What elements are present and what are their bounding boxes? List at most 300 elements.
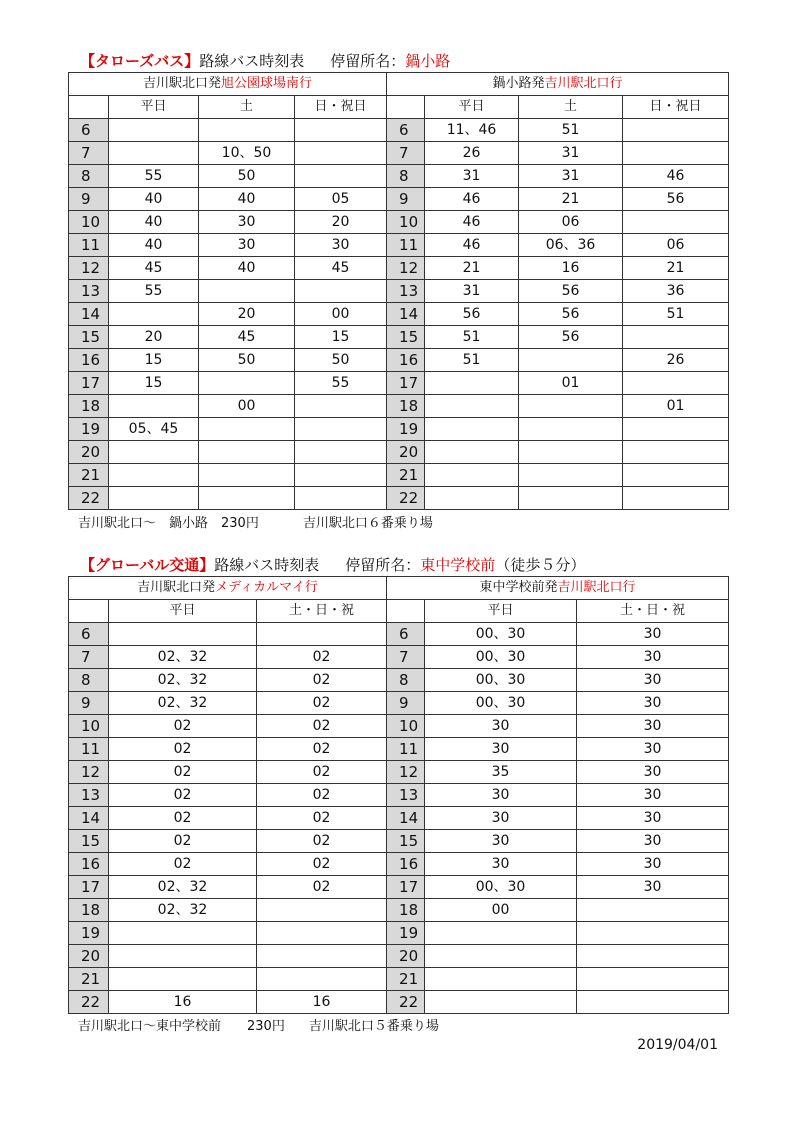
departure-cell: 02 [109, 738, 257, 761]
departure-cell: 31 [519, 165, 623, 188]
departure-cell [295, 464, 387, 487]
hour-cell: 7 [387, 646, 425, 669]
hour-cell: 14 [69, 303, 109, 326]
hour-cell: 13 [387, 784, 425, 807]
departure-cell: 02 [257, 784, 387, 807]
departure-cell: 45 [109, 257, 199, 280]
departure-cell: 05、45 [109, 418, 199, 441]
departure-cell [109, 922, 257, 945]
departure-cell: 30 [577, 807, 729, 830]
departure-cell: 01 [623, 395, 729, 418]
departure-cell: 05 [295, 188, 387, 211]
hour-cell: 15 [69, 326, 109, 349]
stop-walk-note: （徒歩５分） [495, 556, 586, 574]
operator-name: 【グローバル交通】 [80, 556, 215, 574]
hour-header-empty [387, 600, 425, 623]
departure-cell: 02 [257, 738, 387, 761]
hour-cell: 22 [387, 991, 425, 1014]
inbound-header [387, 73, 729, 96]
hour-cell: 19 [69, 922, 109, 945]
departure-cell: 16 [109, 991, 257, 1014]
outbound-header [69, 73, 387, 96]
outbound-origin: 吉川駅北口発 [137, 580, 216, 595]
departure-cell [257, 899, 387, 922]
timetable-row [69, 807, 729, 830]
departure-cell [295, 165, 387, 188]
departure-cell: 30 [577, 761, 729, 784]
hour-cell: 11 [387, 738, 425, 761]
departure-cell: 45 [295, 257, 387, 280]
departure-cell: 50 [199, 349, 295, 372]
departure-cell [109, 464, 199, 487]
hour-cell: 12 [387, 257, 425, 280]
departure-cell [199, 280, 295, 303]
departure-cell: 30 [577, 830, 729, 853]
departure-cell: 40 [109, 188, 199, 211]
departure-cell: 02 [109, 715, 257, 738]
departure-cell: 02 [257, 761, 387, 784]
hour-cell: 9 [69, 692, 109, 715]
day-header: 日・祝日 [295, 96, 387, 119]
departure-cell [623, 372, 729, 395]
operator-name: 【タローズバス】 [80, 52, 200, 70]
departure-cell: 15 [295, 326, 387, 349]
departure-cell: 30 [577, 646, 729, 669]
hour-cell: 15 [387, 326, 425, 349]
stop-name: 鍋小路 [405, 52, 451, 70]
hour-cell: 21 [69, 464, 109, 487]
departure-cell [425, 418, 519, 441]
stop-name: 東中学校前 [420, 556, 496, 574]
departure-cell [425, 395, 519, 418]
section-1-title [80, 50, 450, 71]
outbound-destination: メディカルマイ行 [215, 580, 318, 595]
departure-cell: 21 [425, 257, 519, 280]
departure-cell: 20 [109, 326, 199, 349]
departure-cell: 55 [109, 280, 199, 303]
departure-cell [257, 945, 387, 968]
timetable-row [69, 899, 729, 922]
departure-cell: 21 [623, 257, 729, 280]
departure-cell: 02 [109, 807, 257, 830]
departure-cell: 40 [109, 211, 199, 234]
hour-cell: 16 [69, 349, 109, 372]
timetable-2 [68, 576, 729, 1014]
outbound-destination: 旭公園球場南行 [221, 76, 313, 91]
departure-cell: 21 [519, 188, 623, 211]
hour-cell: 16 [387, 349, 425, 372]
departure-cell [425, 464, 519, 487]
departure-cell [519, 487, 623, 510]
hour-cell: 17 [387, 372, 425, 395]
hour-cell: 20 [69, 945, 109, 968]
departure-cell: 02 [257, 830, 387, 853]
departure-cell: 02、32 [109, 876, 257, 899]
departure-cell: 40 [199, 188, 295, 211]
departure-cell: 40 [199, 257, 295, 280]
hour-cell: 11 [69, 738, 109, 761]
departure-cell: 02 [109, 830, 257, 853]
departure-cell: 50 [295, 349, 387, 372]
departure-cell [257, 922, 387, 945]
departure-cell: 56 [425, 303, 519, 326]
departure-cell: 30 [425, 830, 577, 853]
departure-cell [623, 487, 729, 510]
timetable-row [69, 738, 729, 761]
hour-cell: 21 [387, 968, 425, 991]
hour-cell: 13 [387, 280, 425, 303]
departure-cell [109, 623, 257, 646]
hour-cell: 14 [387, 807, 425, 830]
departure-cell [199, 464, 295, 487]
departure-cell [623, 211, 729, 234]
departure-cell: 30 [425, 784, 577, 807]
departure-cell: 56 [519, 280, 623, 303]
departure-cell: 40 [109, 234, 199, 257]
hour-cell: 13 [69, 280, 109, 303]
departure-cell: 26 [425, 142, 519, 165]
departure-cell: 02、32 [109, 646, 257, 669]
hour-cell: 6 [387, 119, 425, 142]
departure-cell: 30 [577, 784, 729, 807]
hour-cell: 20 [69, 441, 109, 464]
hour-cell: 22 [69, 487, 109, 510]
departure-cell: 30 [199, 234, 295, 257]
hour-cell: 17 [69, 876, 109, 899]
timetable-row [69, 876, 729, 899]
timetable-row [69, 303, 729, 326]
hour-cell: 8 [69, 165, 109, 188]
departure-cell: 46 [425, 211, 519, 234]
departure-cell [295, 280, 387, 303]
departure-cell [577, 922, 729, 945]
departure-cell: 02 [109, 853, 257, 876]
hour-cell: 10 [69, 715, 109, 738]
outbound-header [69, 577, 387, 600]
departure-cell: 46 [425, 188, 519, 211]
timetable-row [69, 119, 729, 142]
hour-cell: 7 [69, 646, 109, 669]
timetable-row [69, 646, 729, 669]
hour-cell: 21 [387, 464, 425, 487]
section-2-title [80, 554, 585, 575]
departure-cell: 01 [519, 372, 623, 395]
hour-cell: 17 [387, 876, 425, 899]
departure-cell: 30 [577, 876, 729, 899]
departure-cell [519, 418, 623, 441]
inbound-header [387, 577, 729, 600]
departure-cell [425, 922, 577, 945]
day-header: 土 [519, 96, 623, 119]
hour-cell: 12 [387, 761, 425, 784]
departure-cell: 11、46 [425, 119, 519, 142]
hour-cell: 6 [387, 623, 425, 646]
departure-cell [109, 968, 257, 991]
departure-cell [623, 441, 729, 464]
timetable-1 [68, 72, 729, 510]
departure-cell: 00、30 [425, 669, 577, 692]
inbound-origin: 鍋小路発 [492, 76, 545, 91]
hour-cell: 8 [387, 165, 425, 188]
departure-cell: 00、30 [425, 876, 577, 899]
departure-cell: 56 [519, 303, 623, 326]
hour-cell: 16 [387, 853, 425, 876]
timetable-row [69, 853, 729, 876]
inbound-destination: 吉川駅北口行 [557, 580, 636, 595]
timetable-row [69, 968, 729, 991]
departure-cell [425, 945, 577, 968]
day-header: 土・日・祝 [577, 600, 729, 623]
hour-header-empty [69, 96, 109, 119]
departure-cell [109, 119, 199, 142]
departure-cell [577, 968, 729, 991]
day-header: 平日 [109, 600, 257, 623]
departure-cell [109, 303, 199, 326]
departure-cell [623, 326, 729, 349]
departure-cell [623, 142, 729, 165]
departure-cell [425, 441, 519, 464]
departure-cell: 30 [577, 738, 729, 761]
departure-cell: 31 [519, 142, 623, 165]
departure-cell [257, 968, 387, 991]
departure-cell: 02、32 [109, 692, 257, 715]
timetable-row [69, 464, 729, 487]
hour-cell: 15 [69, 830, 109, 853]
departure-cell [295, 418, 387, 441]
timetable-row [69, 280, 729, 303]
departure-cell [199, 487, 295, 510]
departure-cell: 51 [425, 326, 519, 349]
departure-cell [425, 372, 519, 395]
departure-cell: 02、32 [109, 669, 257, 692]
departure-cell: 56 [519, 326, 623, 349]
timetable-row [69, 830, 729, 853]
departure-cell: 02、32 [109, 899, 257, 922]
section-2-footer [78, 1015, 439, 1034]
departure-cell: 02 [257, 853, 387, 876]
hour-cell: 16 [69, 853, 109, 876]
departure-cell: 50 [199, 165, 295, 188]
departure-cell [199, 372, 295, 395]
departure-cell: 46 [623, 165, 729, 188]
hour-cell: 20 [387, 441, 425, 464]
departure-cell: 02 [109, 761, 257, 784]
departure-cell [425, 487, 519, 510]
hour-cell: 18 [387, 899, 425, 922]
timetable-row [69, 669, 729, 692]
departure-cell: 55 [295, 372, 387, 395]
hour-cell: 12 [69, 761, 109, 784]
departure-cell: 00 [199, 395, 295, 418]
hour-cell: 22 [387, 487, 425, 510]
departure-cell [577, 945, 729, 968]
hour-cell: 20 [387, 945, 425, 968]
timetable-row [69, 418, 729, 441]
hour-header-empty [387, 96, 425, 119]
departure-cell [519, 441, 623, 464]
stop-label: 停留所名： [330, 52, 406, 70]
departure-cell: 00、30 [425, 692, 577, 715]
day-header: 土・日・祝 [257, 600, 387, 623]
hour-cell: 9 [69, 188, 109, 211]
day-header: 日・祝日 [623, 96, 729, 119]
timetable-row [69, 234, 729, 257]
departure-cell: 51 [519, 119, 623, 142]
departure-cell: 15 [109, 349, 199, 372]
fare-note: 吉川駅北口～ 鍋小路 230円 [78, 516, 259, 531]
departure-cell [295, 395, 387, 418]
departure-cell: 02 [257, 715, 387, 738]
departure-cell [109, 487, 199, 510]
departure-cell: 36 [623, 280, 729, 303]
hour-cell: 15 [387, 830, 425, 853]
departure-cell: 30 [295, 234, 387, 257]
section-1-footer [78, 512, 433, 531]
hour-cell: 10 [69, 211, 109, 234]
timetable-row [69, 349, 729, 372]
timetable-row [69, 211, 729, 234]
hour-cell: 7 [69, 142, 109, 165]
departure-cell: 30 [425, 807, 577, 830]
departure-cell: 10、50 [199, 142, 295, 165]
departure-cell [577, 991, 729, 1014]
hour-cell: 18 [387, 395, 425, 418]
hour-cell: 14 [387, 303, 425, 326]
hour-cell: 19 [387, 418, 425, 441]
departure-cell [623, 464, 729, 487]
departure-cell: 06、36 [519, 234, 623, 257]
hour-cell: 7 [387, 142, 425, 165]
departure-cell: 02 [257, 807, 387, 830]
departure-cell [519, 349, 623, 372]
timetable-row [69, 692, 729, 715]
hour-cell: 11 [387, 234, 425, 257]
departure-cell: 46 [425, 234, 519, 257]
day-header: 平日 [109, 96, 199, 119]
departure-cell: 06 [623, 234, 729, 257]
timetable-row [69, 142, 729, 165]
departure-cell: 20 [199, 303, 295, 326]
inbound-destination: 吉川駅北口行 [544, 76, 623, 91]
hour-cell: 8 [387, 669, 425, 692]
timetable-row [69, 257, 729, 280]
departure-cell: 30 [425, 853, 577, 876]
departure-cell [257, 623, 387, 646]
departure-cell [199, 441, 295, 464]
timetable-row [69, 715, 729, 738]
hour-cell: 12 [69, 257, 109, 280]
inbound-origin: 東中学校前発 [479, 580, 558, 595]
departure-cell: 00 [295, 303, 387, 326]
timetable-row [69, 487, 729, 510]
timetable-row [69, 395, 729, 418]
departure-cell [519, 395, 623, 418]
timetable-row [69, 188, 729, 211]
hour-cell: 21 [69, 968, 109, 991]
departure-cell: 16 [519, 257, 623, 280]
departure-cell [425, 991, 577, 1014]
departure-cell [519, 464, 623, 487]
hour-cell: 9 [387, 188, 425, 211]
departure-cell: 30 [577, 853, 729, 876]
departure-cell [623, 119, 729, 142]
departure-cell: 02 [257, 646, 387, 669]
departure-cell: 30 [577, 692, 729, 715]
departure-cell [199, 119, 295, 142]
timetable-row [69, 165, 729, 188]
timetable-row [69, 784, 729, 807]
departure-cell [295, 487, 387, 510]
timetable-row [69, 945, 729, 968]
departure-cell [425, 968, 577, 991]
departure-cell: 30 [425, 715, 577, 738]
departure-cell: 31 [425, 280, 519, 303]
timetable-row [69, 326, 729, 349]
departure-cell: 00 [425, 899, 577, 922]
timetable-row [69, 761, 729, 784]
hour-cell: 8 [69, 669, 109, 692]
departure-cell [295, 441, 387, 464]
departure-cell: 55 [109, 165, 199, 188]
hour-cell: 18 [69, 395, 109, 418]
departure-cell: 30 [425, 738, 577, 761]
day-header: 土 [199, 96, 295, 119]
hour-cell: 14 [69, 807, 109, 830]
departure-cell [623, 418, 729, 441]
departure-cell: 26 [623, 349, 729, 372]
departure-cell [295, 142, 387, 165]
departure-cell: 02 [109, 784, 257, 807]
hour-cell: 19 [69, 418, 109, 441]
departure-cell: 51 [425, 349, 519, 372]
hour-cell: 10 [387, 211, 425, 234]
departure-cell: 45 [199, 326, 295, 349]
departure-cell: 35 [425, 761, 577, 784]
doc-title: 路線バス時刻表 [199, 52, 305, 70]
departure-cell: 20 [295, 211, 387, 234]
hour-cell: 18 [69, 899, 109, 922]
outbound-origin: 吉川駅北口発 [143, 76, 222, 91]
departure-cell [109, 142, 199, 165]
departure-cell: 51 [623, 303, 729, 326]
departure-cell: 00、30 [425, 646, 577, 669]
departure-cell [109, 441, 199, 464]
hour-cell: 11 [69, 234, 109, 257]
timetable-row [69, 623, 729, 646]
hour-cell: 19 [387, 922, 425, 945]
timetable-row [69, 372, 729, 395]
hour-header-empty [69, 600, 109, 623]
departure-cell: 02 [257, 876, 387, 899]
departure-cell: 30 [577, 669, 729, 692]
hour-cell: 13 [69, 784, 109, 807]
fare-note: 吉川駅北口～東中学校前 230円 [78, 1019, 285, 1034]
departure-cell: 15 [109, 372, 199, 395]
departure-cell [109, 395, 199, 418]
day-header: 平日 [425, 96, 519, 119]
departure-cell: 06 [519, 211, 623, 234]
departure-cell [199, 418, 295, 441]
timetable-row [69, 441, 729, 464]
hour-cell: 10 [387, 715, 425, 738]
departure-cell: 30 [577, 715, 729, 738]
departure-cell: 02 [257, 669, 387, 692]
hour-cell: 17 [69, 372, 109, 395]
departure-cell [577, 899, 729, 922]
stop-label: 停留所名： [345, 556, 421, 574]
departure-cell: 16 [257, 991, 387, 1014]
departure-cell: 31 [425, 165, 519, 188]
